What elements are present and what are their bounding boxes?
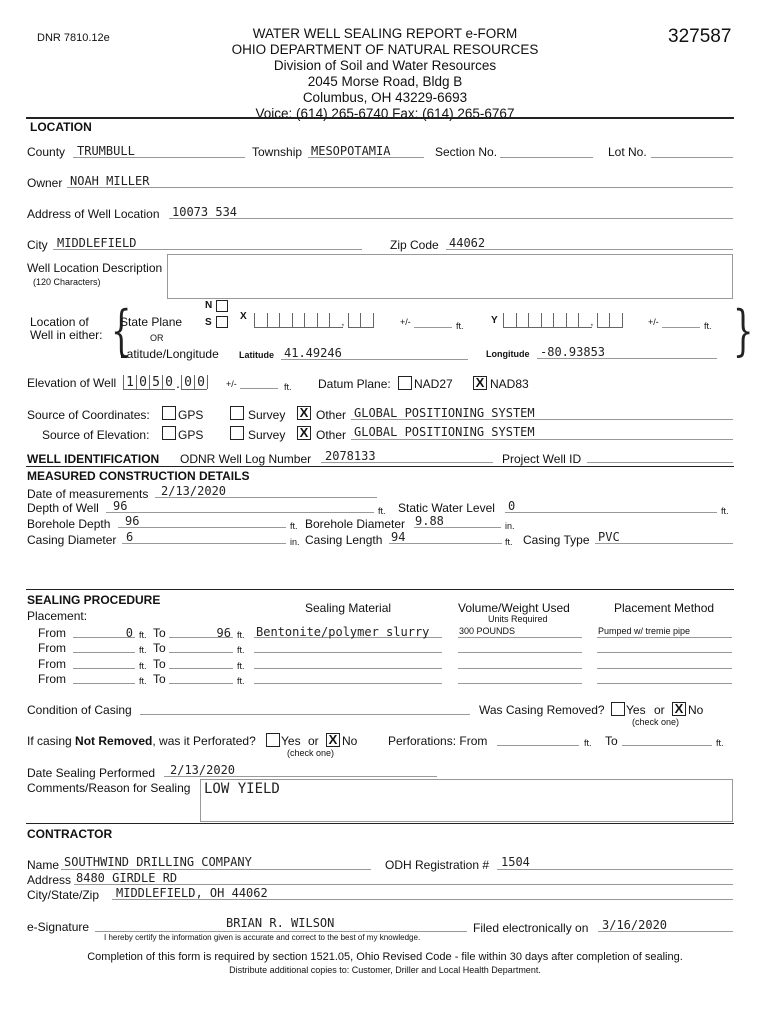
contractor-name-label: Name <box>27 858 60 872</box>
esignature-value: BRIAN R. WILSON <box>226 916 335 930</box>
borehole-diameter-value: 9.88 <box>415 514 444 528</box>
owner-field[interactable] <box>67 187 733 188</box>
digit-cell[interactable] <box>267 313 281 328</box>
well-depth-value: 96 <box>113 499 128 513</box>
form-header <box>185 26 585 122</box>
casing-removed-no-label: No <box>688 703 704 717</box>
elevation-tolerance-field[interactable] <box>240 388 278 389</box>
dept-address-line1: 2045 Morse Road, Bldg B <box>307 74 463 89</box>
lat-long-label: Latitude/Longitude <box>120 347 219 361</box>
elev-other-field[interactable] <box>351 439 733 440</box>
section-no-label: Section No. <box>435 145 498 159</box>
digit-cell[interactable] <box>528 313 542 328</box>
coords-other-label: Other <box>316 408 347 422</box>
row-to-unit: ft. <box>237 645 245 655</box>
certification-text: I hereby certify the information given is accurate and correct to the best of my knowledge. <box>104 933 421 942</box>
row-to-label: To <box>153 657 166 671</box>
form-title: WATER WELL SEALING REPORT e-FORM <box>252 26 518 41</box>
well-log-value: 2078133 <box>325 449 376 463</box>
casing-length-field[interactable] <box>389 543 502 544</box>
row-from-label: From <box>38 626 66 640</box>
row-from-unit: ft. <box>139 630 147 640</box>
elev-gps-checkbox[interactable] <box>162 426 176 440</box>
location-section-title: LOCATION <box>30 120 92 134</box>
casing-length-value: 94 <box>391 530 406 544</box>
well-log-label: ODNR Well Log Number <box>180 452 312 466</box>
digit-cell[interactable] <box>516 313 530 328</box>
comments-label: Comments/Reason for Sealing <box>27 781 191 795</box>
elev-survey-checkbox[interactable] <box>230 426 244 440</box>
sealing-date-value: 2/13/2020 <box>170 763 236 777</box>
elevation-digit[interactable]: 5 <box>149 375 162 390</box>
perforated-yes-checkbox[interactable] <box>266 733 280 747</box>
well-address-label: Address of Well Location <box>27 207 160 221</box>
borehole-depth-value: 96 <box>125 514 140 528</box>
well-description-label: Well Location Description <box>27 261 163 275</box>
elevation-source-label: Source of Elevation: <box>42 428 150 442</box>
elevation-digit[interactable]: 0 <box>136 375 149 390</box>
row-method-field[interactable] <box>597 637 732 638</box>
project-well-id-label: Project Well ID <box>502 452 582 466</box>
filed-date-label: Filed electronically on <box>473 921 589 935</box>
digit-separator: , <box>590 317 594 328</box>
casing-diameter-field[interactable] <box>122 543 286 544</box>
row-from-unit: ft. <box>139 661 147 671</box>
x-coordinate-label: X <box>240 311 247 322</box>
digit-cell[interactable] <box>578 313 592 328</box>
row-to-label: To <box>153 626 166 640</box>
elevation-digit[interactable]: 0 <box>162 375 175 390</box>
perforations-to-unit: ft. <box>716 738 724 748</box>
placement-method-header: Placement Method <box>614 601 715 615</box>
borehole-depth-unit: ft. <box>290 521 298 531</box>
row-material-field[interactable] <box>254 652 442 653</box>
row-material-field[interactable] <box>254 668 442 669</box>
borehole-diameter-unit: in. <box>505 521 515 531</box>
row-to-unit: ft. <box>237 676 245 686</box>
casing-type-label: Casing Type <box>523 533 590 547</box>
digit-cell[interactable] <box>360 313 374 328</box>
measure-date-label: Date of measurements <box>27 487 149 501</box>
coords-survey-checkbox[interactable] <box>230 406 244 420</box>
contractor-name-value: SOUTHWIND DRILLING COMPANY <box>64 855 252 869</box>
contractor-section-title: CONTRACTOR <box>27 827 113 841</box>
contractor-city-value: MIDDLEFIELD, OH 44062 <box>116 886 268 900</box>
coords-gps-label: GPS <box>178 408 204 422</box>
nad83-label: NAD83 <box>490 377 529 391</box>
digit-cell[interactable] <box>304 313 318 328</box>
borehole-depth-label: Borehole Depth <box>27 517 111 531</box>
county-value: TRUMBULL <box>77 144 135 158</box>
lot-no-label: Lot No. <box>608 145 647 159</box>
filed-date-value: 3/16/2020 <box>602 918 668 932</box>
longitude-label: Longitude <box>486 349 530 359</box>
nad27-checkbox[interactable] <box>398 376 412 390</box>
digit-cell[interactable] <box>329 313 343 328</box>
volume-header: Volume/Weight Used <box>458 601 570 615</box>
latitude-value: 41.49246 <box>284 346 342 360</box>
digit-cell[interactable] <box>553 313 567 328</box>
left-brace: { <box>110 299 132 362</box>
row-method-field[interactable] <box>597 683 732 684</box>
division-name: Division of Soil and Water Resources <box>273 58 497 73</box>
dept-address-line2: Columbus, OH 43229-6693 <box>302 90 468 105</box>
coords-other-checkbox[interactable]: X <box>297 406 311 420</box>
y-coordinate-label: Y <box>491 315 498 326</box>
south-checkbox[interactable] <box>216 316 228 328</box>
north-label: N <box>205 300 213 311</box>
elevation-digit[interactable]: 0 <box>181 375 194 390</box>
township-label: Township <box>252 145 303 159</box>
owner-label: Owner <box>27 176 63 190</box>
row-method-field[interactable] <box>597 652 732 653</box>
row-from-field[interactable] <box>73 668 135 669</box>
project-well-id-field[interactable] <box>587 462 733 463</box>
row-from-value: 0 <box>125 626 133 640</box>
comments-input[interactable] <box>200 779 733 822</box>
static-level-label: Static Water Level <box>398 501 495 515</box>
or-label: OR <box>150 333 164 343</box>
county-label: County <box>27 145 66 159</box>
sealing-material-header: Sealing Material <box>305 601 392 615</box>
elevation-ft-unit: ft. <box>284 382 292 392</box>
well-id-section-title: WELL IDENTIFICATION <box>27 452 160 466</box>
contractor-name-field[interactable] <box>61 869 371 870</box>
x-plusminus: +/- <box>400 317 411 327</box>
row-volume-value: 300 POUNDS <box>459 626 516 636</box>
nad27-label: NAD27 <box>414 377 453 391</box>
digit-cell-end <box>373 313 374 327</box>
casing-removed-or: or <box>654 703 665 717</box>
footer-requirement: Completion of this form is required by section 1521.05, Ohio Revised Code - file within 30 days after completion of sealing. <box>87 951 683 963</box>
row-from-field[interactable] <box>73 652 135 653</box>
digit-cell[interactable] <box>254 313 268 328</box>
y-plusminus: +/- <box>648 317 659 327</box>
casing-removed-yes-checkbox[interactable] <box>611 702 625 716</box>
perforations-from-label: Perforations: From <box>388 734 488 748</box>
row-from-label: From <box>38 672 66 686</box>
digit-cell[interactable] <box>279 313 293 328</box>
well-address-value: 10073 534 <box>172 205 238 219</box>
esignature-label: e-Signature <box>27 920 90 934</box>
casing-removed-yes-label: Yes <box>626 703 646 717</box>
casing-condition-label: Condition of Casing <box>27 703 132 717</box>
perforated-question: If casing Not Removed, was it Perforated? <box>27 734 256 748</box>
digit-cell[interactable] <box>503 313 517 328</box>
city-label: City <box>27 238 48 252</box>
nad83-checkbox[interactable]: X <box>473 376 487 390</box>
zip-label: Zip Code <box>390 238 439 252</box>
elevation-label: Elevation of Well <box>27 376 117 390</box>
row-to-unit: ft. <box>237 661 245 671</box>
borehole-diameter-label: Borehole Diameter <box>305 517 406 531</box>
row-to-field[interactable] <box>169 652 233 653</box>
owner-value: NOAH MILLER <box>70 174 150 188</box>
row-to-label: To <box>153 672 166 686</box>
lot-no-field[interactable] <box>651 157 733 158</box>
elevation-digit[interactable]: 1 <box>123 375 136 390</box>
footer-distribution: Distribute additional copies to: Customer, Driller and Local Health Department. <box>229 965 541 975</box>
well-in-either-label: Well in either: <box>30 328 103 342</box>
location-of-label: Location of <box>30 315 89 329</box>
perforated-hint: (check one) <box>287 748 335 758</box>
latitude-label: Latitude <box>239 350 274 360</box>
well-depth-unit: ft. <box>378 506 386 516</box>
construction-section-title: MEASURED CONSTRUCTION DETAILS <box>27 469 250 483</box>
digit-separator: , <box>341 317 345 328</box>
elevation-digit[interactable]: 0 <box>194 375 207 390</box>
row-to-field[interactable] <box>169 683 233 684</box>
row-from-label: From <box>38 641 66 655</box>
x-tolerance-field[interactable] <box>414 327 452 328</box>
township-value: MESOPOTAMIA <box>311 144 391 158</box>
elev-other-label: Other <box>316 428 347 442</box>
zip-value: 44062 <box>449 236 486 250</box>
row-volume-field[interactable] <box>458 668 582 669</box>
row-to-value: 96 <box>216 626 231 640</box>
casing-diameter-unit: in. <box>290 537 300 547</box>
digit-cell[interactable] <box>541 313 555 328</box>
north-checkbox[interactable] <box>216 300 228 312</box>
sealing-divider <box>26 589 734 590</box>
sealing-date-label: Date Sealing Performed <box>27 766 156 780</box>
dept-phones: Voice: (614) 265-6740 Fax: (614) 265-6767 <box>255 106 515 121</box>
well-depth-field[interactable] <box>106 512 374 513</box>
coords-survey-label: Survey <box>248 408 286 422</box>
row-to-unit: ft. <box>237 630 245 640</box>
comments-value: LOW YIELD <box>204 781 280 797</box>
well-id-divider <box>26 466 734 467</box>
perforations-from-field[interactable] <box>497 745 579 746</box>
casing-diameter-value: 6 <box>126 530 134 544</box>
casing-removed-hint: (check one) <box>632 717 680 727</box>
perforations-to-field[interactable] <box>622 745 712 746</box>
perforated-no-checkbox[interactable]: X <box>326 733 340 747</box>
row-volume-field[interactable] <box>458 637 582 638</box>
contractor-address-value: 8480 GIRDLE RD <box>76 871 178 885</box>
digit-cell[interactable] <box>292 313 306 328</box>
row-volume-field[interactable] <box>458 652 582 653</box>
row-to-label: To <box>153 641 166 655</box>
row-material-value: Bentonite/polymer slurry <box>256 625 430 639</box>
section-no-field[interactable] <box>500 157 593 158</box>
elev-other-value: GLOBAL POSITIONING SYSTEM <box>354 425 535 439</box>
state-plane-label: State Plane <box>120 315 183 329</box>
row-method-field[interactable] <box>597 668 732 669</box>
south-label: S <box>205 317 212 328</box>
coords-other-value: GLOBAL POSITIONING SYSTEM <box>354 406 535 420</box>
coords-source-label: Source of Coordinates: <box>27 408 150 422</box>
perforated-or: or <box>308 734 319 748</box>
elev-survey-label: Survey <box>248 428 286 442</box>
city-value: MIDDLEFIELD <box>57 236 137 250</box>
row-from-field[interactable] <box>73 683 135 684</box>
esignature-field[interactable] <box>95 931 467 932</box>
odh-registration-value: 1504 <box>501 855 530 869</box>
perforated-yes-label: Yes <box>281 734 301 748</box>
digit-cell[interactable] <box>597 313 611 328</box>
row-volume-field[interactable] <box>458 683 582 684</box>
contractor-city-label: City/State/Zip <box>27 888 100 902</box>
sealing-section-title: SEALING PROCEDURE <box>27 593 161 607</box>
casing-condition-field[interactable] <box>140 714 470 715</box>
coords-gps-checkbox[interactable] <box>162 406 176 420</box>
digit-cell-end <box>622 313 623 327</box>
well-description-hint: (120 Characters) <box>33 277 101 287</box>
department-name: OHIO DEPARTMENT OF NATURAL RESOURCES <box>231 42 539 57</box>
y-tolerance-field[interactable] <box>662 327 700 328</box>
row-material-field[interactable] <box>254 683 442 684</box>
perforations-from-unit: ft. <box>584 738 592 748</box>
static-level-value: 0 <box>508 499 516 513</box>
contractor-address-label: Address <box>27 873 72 887</box>
row-to-field[interactable] <box>169 668 233 669</box>
elevation-decimal-point: . <box>176 375 180 391</box>
casing-length-unit: ft. <box>505 537 513 547</box>
digit-cell[interactable] <box>348 313 362 328</box>
zip-field[interactable] <box>446 249 733 250</box>
digit-cell[interactable] <box>317 313 331 328</box>
form-code: DNR 7810.12e <box>37 32 110 44</box>
perforated-no-label: No <box>342 734 358 748</box>
well-depth-label: Depth of Well <box>27 501 99 515</box>
elevation-digit-end <box>207 375 208 389</box>
odh-registration-label: ODH Registration # <box>385 858 490 872</box>
measure-date-value: 2/13/2020 <box>161 484 227 498</box>
static-level-field[interactable] <box>505 512 717 513</box>
digit-cell[interactable] <box>609 313 623 328</box>
casing-diameter-label: Casing Diameter <box>27 533 117 547</box>
elev-other-checkbox[interactable]: X <box>297 426 311 440</box>
header-divider <box>26 117 734 119</box>
casing-type-value: PVC <box>598 530 620 544</box>
y-ft-unit: ft. <box>704 321 712 331</box>
row-from-label: From <box>38 657 66 671</box>
placement-label: Placement: <box>27 609 88 623</box>
casing-length-label: Casing Length <box>305 533 383 547</box>
contractor-divider <box>26 823 734 824</box>
well-address-field[interactable] <box>169 218 733 219</box>
row-from-unit: ft. <box>139 645 147 655</box>
x-ft-unit: ft. <box>456 321 464 331</box>
elev-gps-label: GPS <box>178 428 204 442</box>
odh-registration-field[interactable] <box>497 869 733 870</box>
datum-plane-label: Datum Plane: <box>318 377 391 391</box>
units-required-note: Units Required <box>488 614 548 624</box>
longitude-value: -80.93853 <box>540 345 606 359</box>
form-number: 327587 <box>668 26 732 47</box>
well-description-input[interactable] <box>167 254 733 299</box>
elevation-plusminus: +/- <box>226 379 237 389</box>
digit-cell[interactable] <box>566 313 580 328</box>
right-brace: } <box>732 299 754 362</box>
casing-removed-label: Was Casing Removed? <box>479 703 605 717</box>
row-method-value: Pumped w/ tremie pipe <box>598 626 691 636</box>
perforations-to-label: To <box>605 734 618 748</box>
casing-removed-no-checkbox[interactable]: X <box>672 702 686 716</box>
row-from-unit: ft. <box>139 676 147 686</box>
static-level-unit: ft. <box>721 506 729 516</box>
borehole-depth-field[interactable] <box>118 527 286 528</box>
